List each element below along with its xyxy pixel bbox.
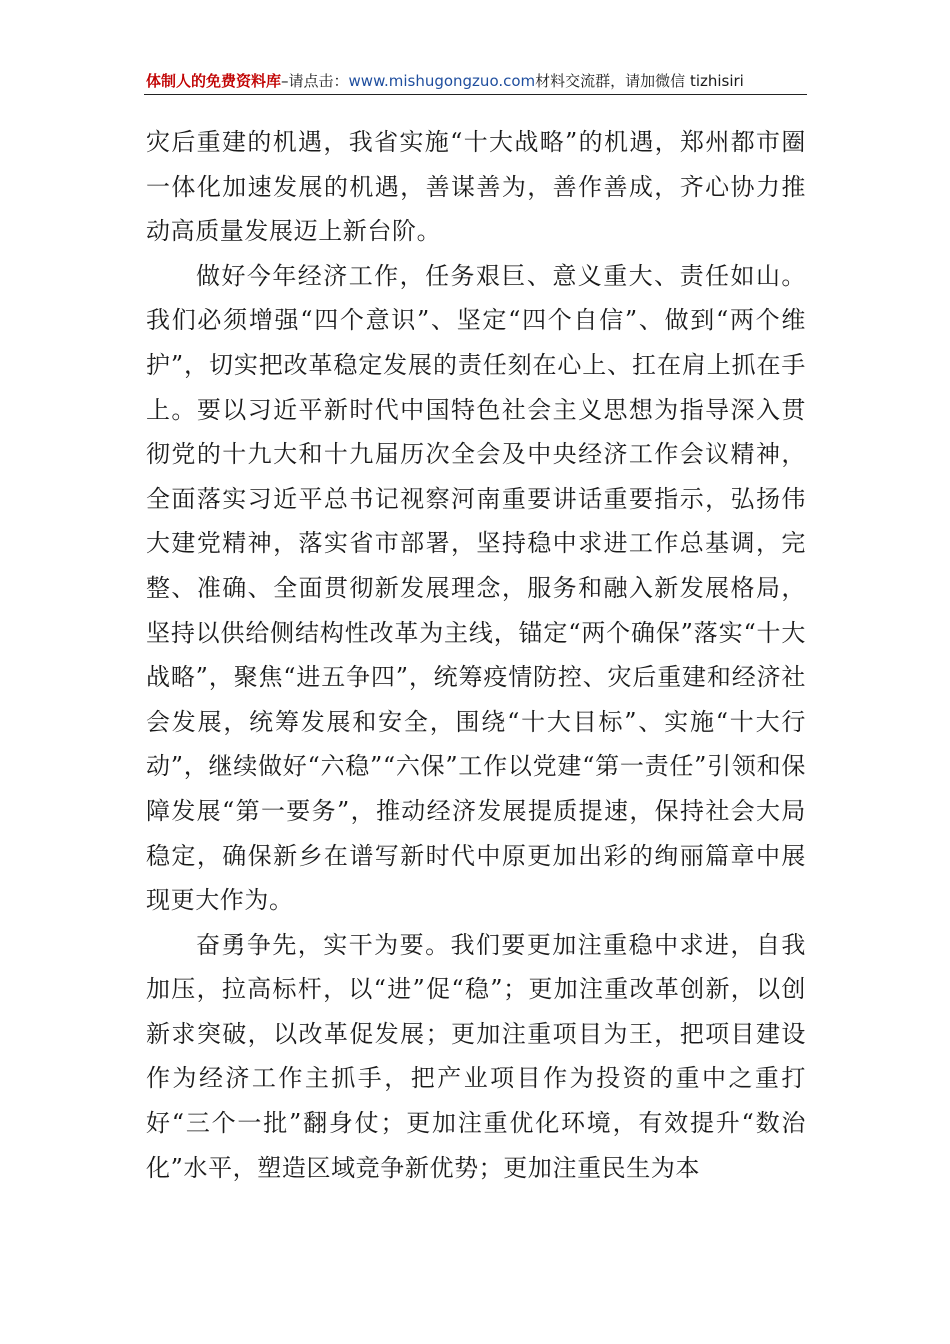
document-body bbox=[146, 120, 806, 1190]
header-site-name[interactable]: 体制人的免费资料库 bbox=[146, 72, 282, 90]
header-url-link[interactable]: www.mishugongzuo.com bbox=[348, 72, 536, 90]
paragraph-1: 灾后重建的机遇，我省实施“十大战略”的机遇，郑州都市圈一体化加速发展的机遇，善谋善为，善作善成，齐心协力推动高质量发展迈上新台阶。 bbox=[146, 128, 806, 246]
paragraph-3: 奋勇争先，实干为要。我们要更加注重稳中求进，自我加压，拉高标杆，以“进”促“稳”；更加注重改革创新，以创新求突破，以改革促发展；更加注重项目为王，把项目建设作为经济工作主抓手，把产业项目作为投资的重中之重打好“三个一批”翻身仗；更加注重优化环境，有效提升“数治化”水平，塑造区域竞争新优势；更加注重民生为本 bbox=[146, 930, 806, 1182]
header-prompt: –请点击： bbox=[281, 72, 349, 90]
paragraph-2: 做好今年经济工作，任务艰巨、意义重大、责任如山。我们必须增强“四个意识”、坚定“四个自信”、做到“两个维护”，切实把改革稳定发展的责任刻在心上、扛在肩上抓在手上。要以习近平新时代中国特色社会主义思想为指导深入贯彻党的十九大和十九届历次全会及中央经济工作会议精神，全面落实习近平总书记视察河南重要讲话重要指示，弘扬伟大建党精神，落实省市部署，坚持稳中求进工作总基调，完整、准确、全面贯彻新发展理念，服务和融入新发展格局，坚持以供给侧结构性改革为主线，锚定“两个确保”落实“十大战略”，聚焦“进五争四”，统筹疫情防控、灾后重建和经济社会发展，统筹发展和安全，围绕“十大目标”、实施“十大行动”，继续做好“六稳”“六保”工作以党建“第一责任”引领和保障发展“第一要务”，推动经济发展提质提速，保持社会大局稳定，确保新乡在谱写新时代中原更加出彩的绚丽篇章中展现更大作为。 bbox=[146, 261, 806, 915]
header-divider bbox=[144, 94, 807, 95]
page-header bbox=[146, 68, 806, 94]
header-note: 材料交流群，请加微信 tizhisiri bbox=[535, 72, 744, 90]
